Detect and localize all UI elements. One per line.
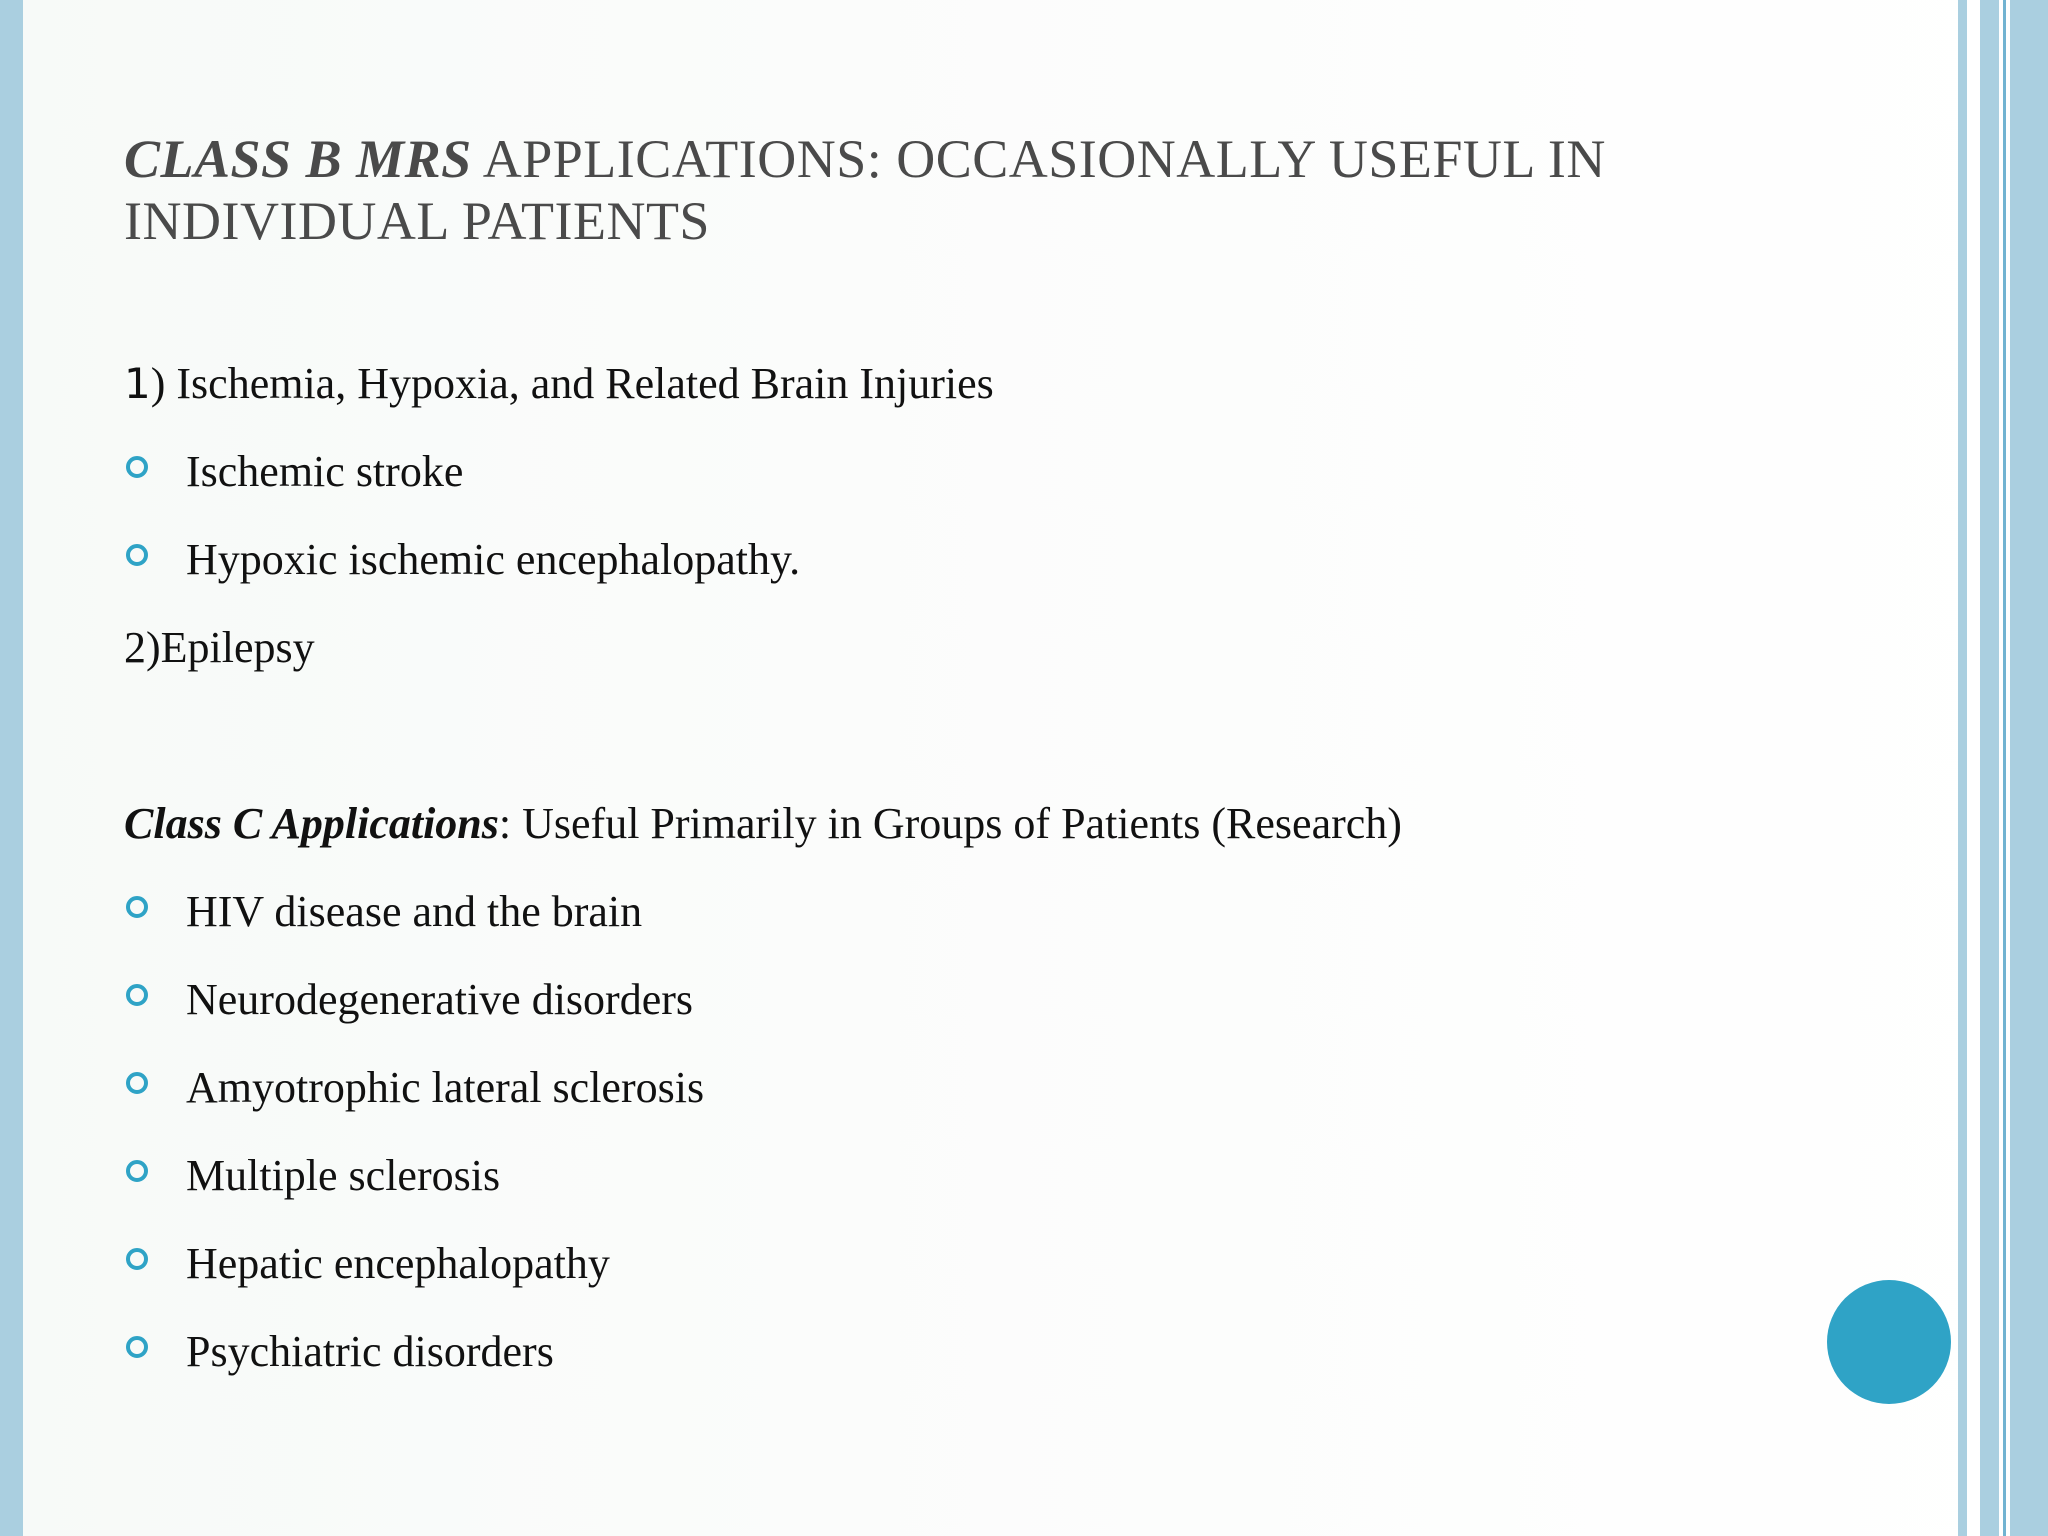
- list-item: [124, 956, 1904, 1044]
- list-item: [124, 1220, 1904, 1308]
- slide-content: [124, 340, 1904, 1396]
- class-c-heading: [124, 780, 1904, 868]
- list-item-text: Amyotrophic lateral sclerosis: [186, 1063, 705, 1112]
- list-item-text: Ischemic stroke: [186, 447, 464, 496]
- right-decorative-bar: [1958, 0, 1967, 1536]
- list-item-text: Hepatic encephalopathy: [186, 1239, 610, 1288]
- accent-circle-decoration: [1827, 1280, 1951, 1404]
- bullet-icon: [126, 984, 148, 1006]
- class-c-heading-rest: : Useful Primarily in Groups of Patients (Research): [498, 799, 1402, 848]
- bullet-icon: [126, 544, 148, 566]
- list-item-text: HIV disease and the brain: [186, 887, 643, 936]
- section-heading-epilepsy: 2)Epilepsy: [124, 623, 315, 672]
- title-rest: APPLICATIONS: OCCASIONALLY USEFUL IN INDIVIDUAL PATIENTS: [124, 129, 1606, 251]
- list-item-text: Neurodegenerative disorders: [186, 975, 694, 1024]
- class-c-heading-emphasis: Class C Applications: [124, 799, 499, 848]
- section-heading-text: ) Ischemia, Hypoxia, and Related Brain Injuries: [150, 359, 994, 408]
- list-item-text: Psychiatric disorders: [186, 1327, 554, 1376]
- bullet-icon: [126, 1160, 148, 1182]
- title-emphasis: CLASS B MRS: [124, 129, 472, 189]
- bullet-icon: [126, 1248, 148, 1270]
- right-decorative-line: [2003, 0, 2006, 1536]
- bullet-icon: [126, 1336, 148, 1358]
- list-item-text: Multiple sclerosis: [186, 1151, 501, 1200]
- section-heading-ischemia: [124, 340, 1904, 428]
- section-number: 1: [124, 359, 151, 408]
- list-item: [124, 428, 1904, 516]
- list-item-text: Hypoxic ischemic encephalopathy.: [186, 535, 801, 584]
- spacer: [124, 692, 1904, 780]
- left-decorative-bar: [0, 0, 23, 1536]
- list-item: [124, 516, 1904, 604]
- bullet-icon: [126, 456, 148, 478]
- list-item: [124, 1308, 1904, 1396]
- list-item: [124, 1044, 1904, 1132]
- list-item: [124, 1132, 1904, 1220]
- list-item: [124, 868, 1904, 956]
- right-decorative-bar: [2010, 0, 2048, 1536]
- bullet-icon: [126, 896, 148, 918]
- right-decorative-bar: [1980, 0, 1999, 1536]
- slide-title: [124, 128, 1824, 252]
- bullet-icon: [126, 1072, 148, 1094]
